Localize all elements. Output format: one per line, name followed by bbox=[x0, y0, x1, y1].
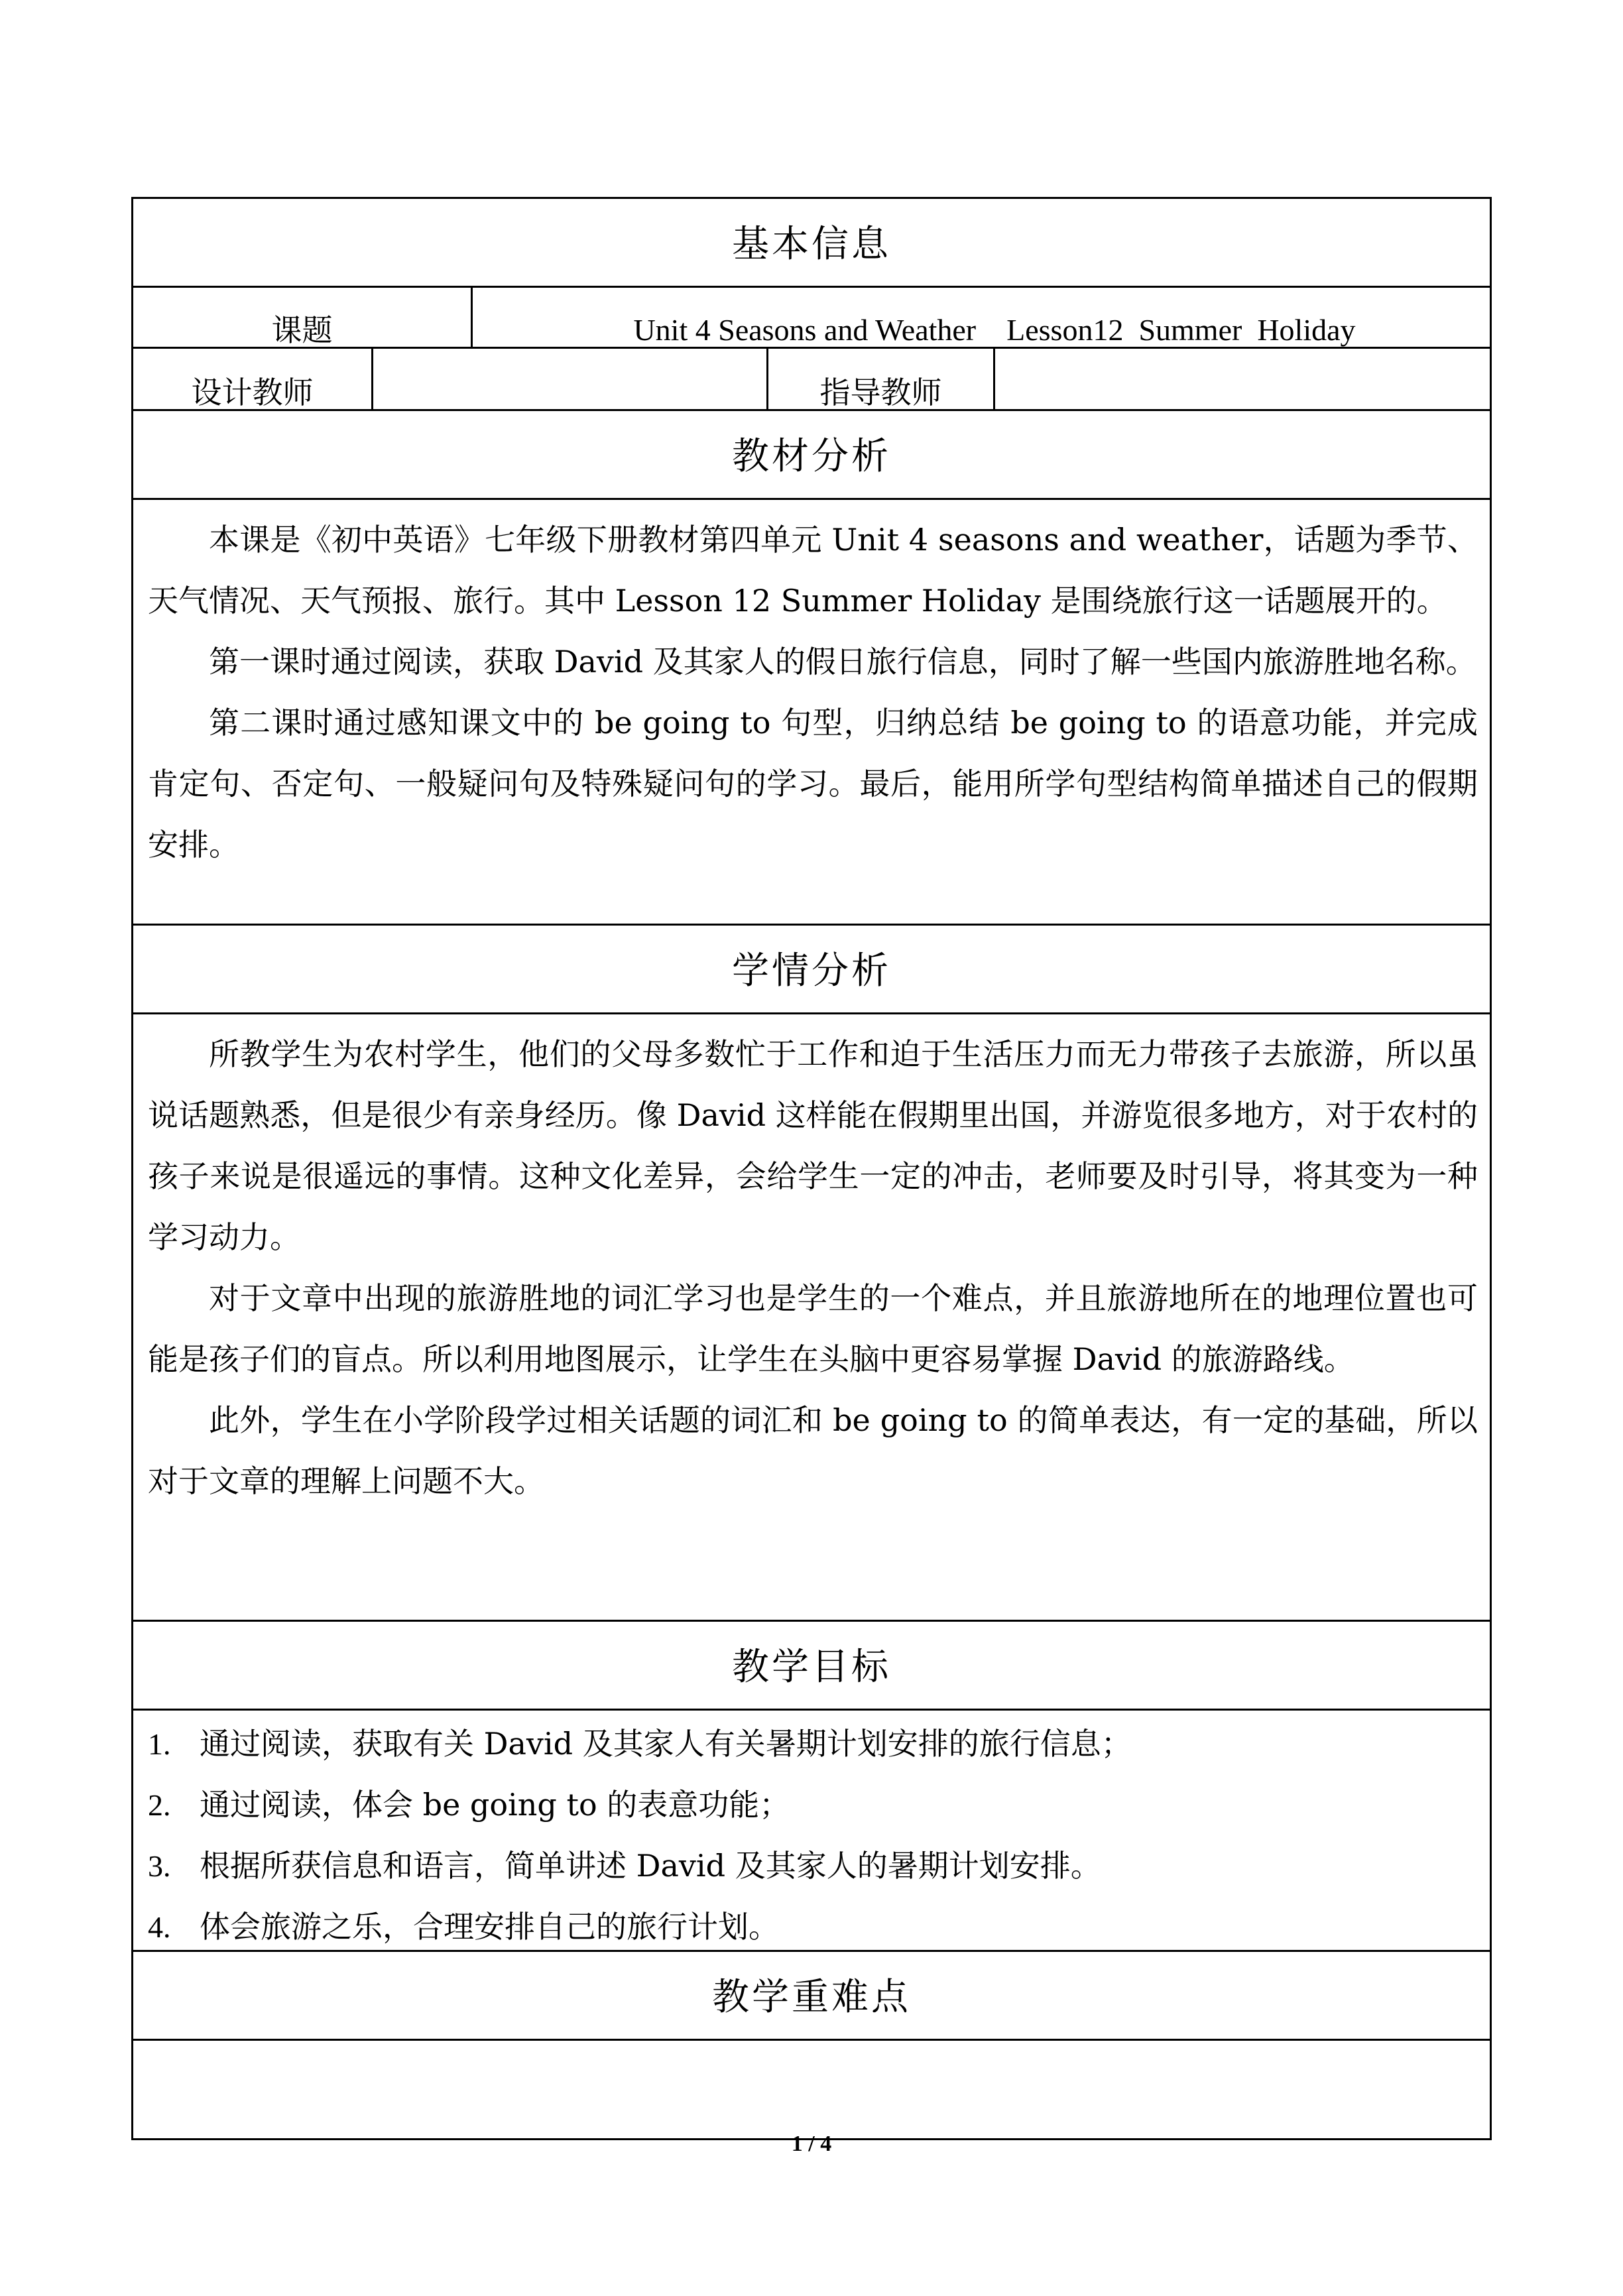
textbook-paragraph: 本课是《初中英语》七年级下册教材第四单元 Unit 4 seasons and weather，话题为季节、天气情况、天气预报、旅行。其中 Lesson 12 Summer Holiday 是围绕旅行这一话题展开的。 bbox=[148, 522, 1478, 619]
section-heading-teaching-goals: 教学目标 bbox=[133, 1620, 1490, 1709]
textbook-analysis-content bbox=[133, 498, 1490, 924]
teaching-goals-list bbox=[133, 1709, 1490, 1950]
goal-number: 1. bbox=[148, 1727, 171, 1761]
goal-text: 通过阅读，获取有关 David 及其家人有关暑期计划安排的旅行信息； bbox=[200, 1726, 1132, 1762]
topic-label: 课题 bbox=[271, 312, 333, 348]
designer-value bbox=[371, 349, 766, 409]
section-heading-textbook-analysis: 教材分析 bbox=[133, 409, 1490, 498]
key-difficult-points-content bbox=[133, 2039, 1490, 2138]
section-heading-key-difficult-points: 教学重难点 bbox=[133, 1950, 1490, 2039]
student-paragraph: 对于文章中出现的旅游胜地的词汇学习也是学生的一个难点，并且旅游地所在的地理位置也可能是孩子们的盲点。所以利用地图展示，让学生在头脑中更容易掌握 David 的旅游路线。 bbox=[148, 1280, 1478, 1377]
goal-text: 通过阅读，体会 be going to 的表意功能； bbox=[200, 1787, 790, 1823]
goal-text: 体会旅游之乐，合理安排自己的旅行计划。 bbox=[200, 1909, 779, 1945]
topic-value: Unit 4 Seasons and Weather Lesson12 Summer Holiday bbox=[471, 288, 1490, 347]
goal-item bbox=[148, 1713, 1478, 1774]
textbook-paragraph: 第二课时通过感知课文中的 be going to 句型，归纳总结 be going to 的语意功能，并完成肯定句、否定句、一般疑问句及特殊疑问句的学习。最后，能用所学句型结构简单描述自己的假期安排。 bbox=[148, 705, 1478, 863]
goal-number: 4. bbox=[148, 1910, 171, 1944]
designer-label: 设计教师 bbox=[191, 375, 314, 410]
goal-item bbox=[148, 1896, 1478, 1957]
textbook-paragraph: 第一课时通过阅读，获取 David 及其家人的假日旅行信息，同时了解一些国内旅游胜地名称。 bbox=[209, 644, 1476, 680]
advisor-value bbox=[993, 349, 1490, 409]
topic-row bbox=[133, 286, 1490, 347]
student-paragraph: 所教学生为农村学生，他们的父母多数忙于工作和迫于生活压力而无力带孩子去旅游，所以虽说话题熟悉，但是很少有亲身经历。像 David 这样能在假期里出国，并游览很多地方，对于农村的孩子来说是很遥远的事情。这种文化差异，会给学生一定的冲击，老师要及时引导，将其变为一种学习动力。 bbox=[148, 1036, 1478, 1255]
advisor-label: 指导教师 bbox=[766, 349, 993, 409]
teachers-row bbox=[133, 347, 1490, 409]
lesson-plan-table bbox=[131, 197, 1492, 2140]
goal-number: 3. bbox=[148, 1849, 171, 1883]
goal-item bbox=[148, 1835, 1478, 1896]
goal-item bbox=[148, 1774, 1478, 1835]
goal-number: 2. bbox=[148, 1788, 171, 1822]
student-paragraph: 此外，学生在小学阶段学过相关话题的词汇和 be going to 的简单表达，有一定的基础，所以对于文章的理解上问题不大。 bbox=[148, 1402, 1478, 1499]
student-analysis-content bbox=[133, 1012, 1490, 1620]
page-number: 1 / 4 bbox=[791, 2132, 832, 2156]
goal-text: 根据所获信息和语言，简单讲述 David 及其家人的暑期计划安排。 bbox=[200, 1848, 1101, 1884]
section-heading-student-analysis: 学情分析 bbox=[133, 924, 1490, 1012]
section-heading-basic-info: 基本信息 bbox=[133, 197, 1490, 286]
